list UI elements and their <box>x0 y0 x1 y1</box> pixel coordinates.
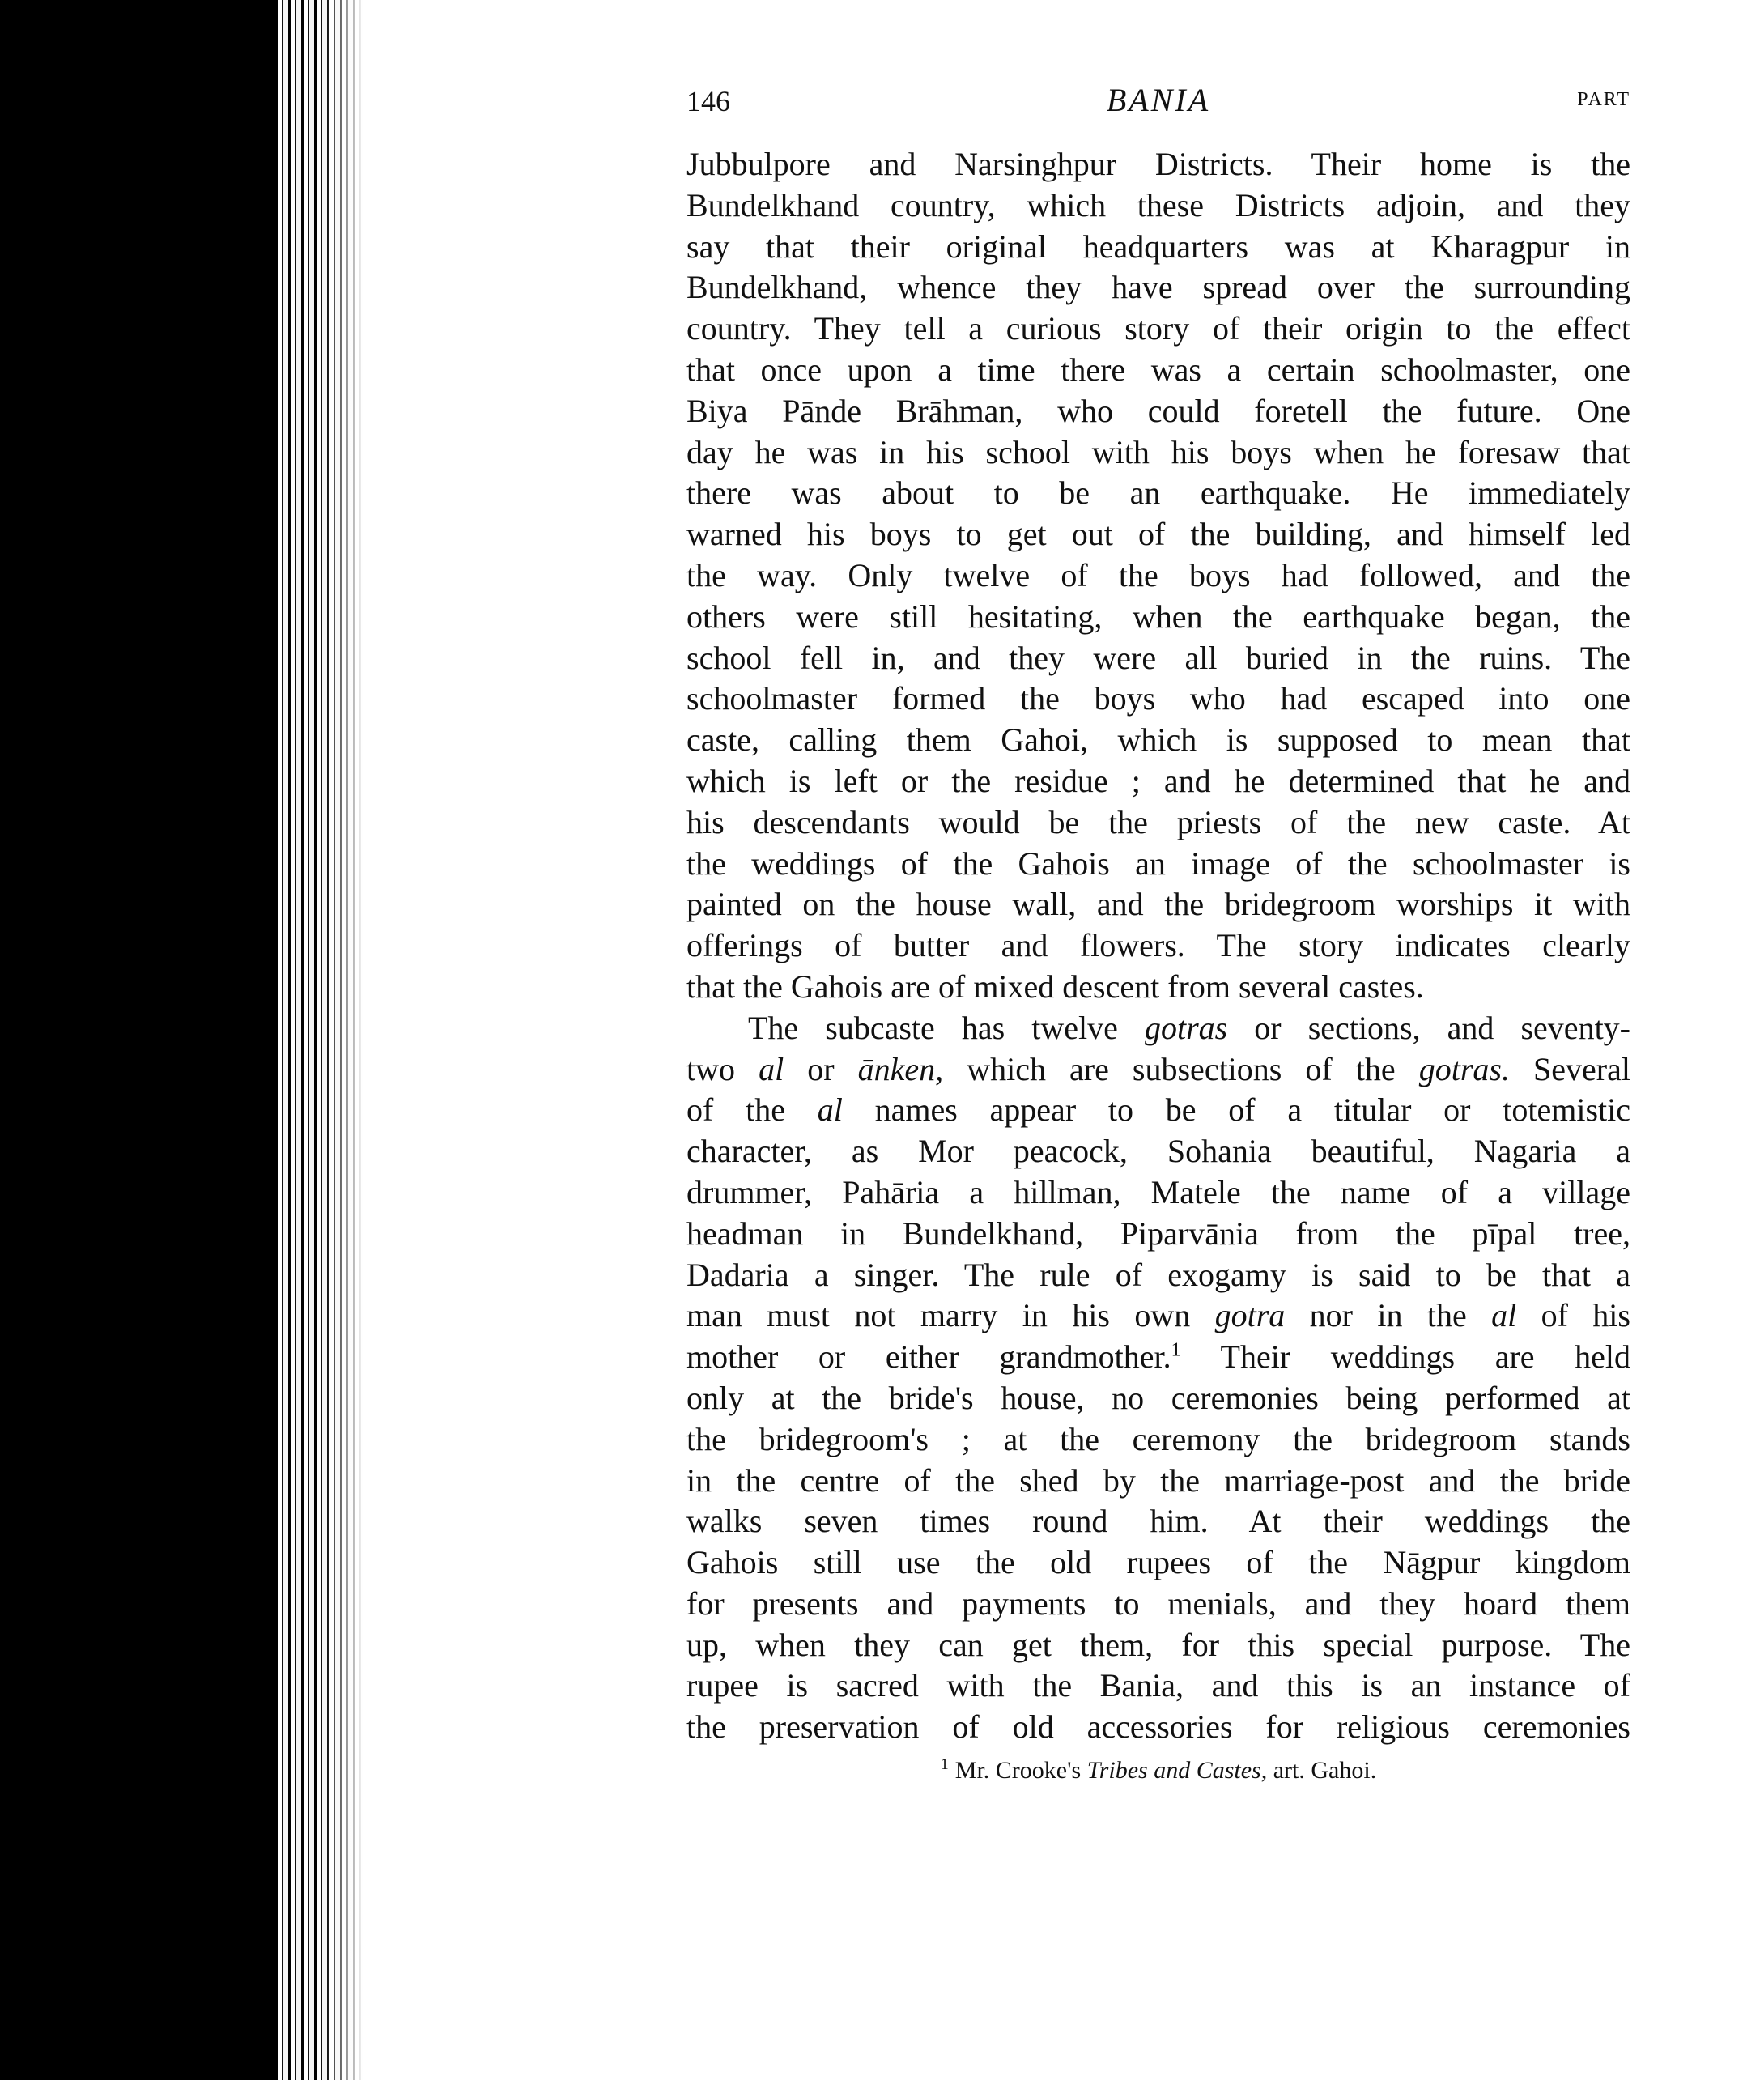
italic-term: al <box>759 1050 784 1087</box>
text-line: day he was in his school with his boys when he foresaw that <box>686 433 1630 470</box>
text-line: two al or ānken, which are subsections of the gotras. Several <box>686 1050 1630 1087</box>
part-label: PART <box>1577 89 1630 110</box>
text-line: Gahois still use the old rupees of the Nāgpur kingdom <box>686 1544 1630 1581</box>
text-line: say that their original headquarters was at Kharagpur in <box>686 228 1630 265</box>
text-line: Biya Pānde Brāhman, who could foretell the future. One <box>686 392 1630 429</box>
text-line: in the centre of the shed by the marriage-post and the bride <box>686 1461 1630 1499</box>
text-line: his descendants would be the priests of the new caste. At <box>686 803 1630 840</box>
text-line: only at the bride's house, no ceremonies being performed at <box>686 1379 1630 1416</box>
text-line: headman in Bundelkhand, Piparvānia from the pīpal tree, <box>686 1214 1630 1252</box>
paragraph <box>686 144 1630 1008</box>
italic-term: al <box>817 1091 843 1129</box>
footnote-marker: 1 <box>940 1755 949 1774</box>
book-spine-shadow <box>0 0 283 2080</box>
italic-term: gotras. <box>1418 1050 1510 1087</box>
body-text <box>686 144 1630 1748</box>
text-block <box>686 81 1630 1785</box>
text-line: the bridegroom's ; at the ceremony the bridegroom stands <box>686 1420 1630 1457</box>
text-line: Dadaria a singer. The rule of exogamy is said to be that a <box>686 1256 1630 1293</box>
text-line: country. They tell a curious story of their origin to the effect <box>686 310 1630 347</box>
italic-term: al <box>1491 1297 1517 1334</box>
footnote-text: Mr. Crooke's Tribes and Castes, art. Gahoi. <box>954 1757 1377 1784</box>
text-line: the preservation of old accessories for religious ceremonies <box>686 1708 1630 1746</box>
text-line: walks seven times round him. At their weddings the <box>686 1503 1630 1540</box>
running-head <box>686 81 1630 121</box>
text-line: warned his boys to get out of the building, and himself led <box>686 516 1630 553</box>
text-line: up, when they can get them, for this special purpose. The <box>686 1626 1630 1663</box>
text-line: that once upon a time there was a certain schoolmaster, one <box>686 351 1630 388</box>
page-number: 146 <box>686 85 730 117</box>
italic-term: ānken, <box>857 1050 944 1087</box>
text-line: character, as Mor peacock, Sohania beautiful, Nagaria a <box>686 1133 1630 1170</box>
text-line: rupee is sacred with the Bania, and this is an instance of <box>686 1667 1630 1704</box>
text-line: there was about to be an earthquake. He immediately <box>686 474 1630 512</box>
italic-term: gotra <box>1214 1297 1286 1334</box>
footnote <box>686 1756 1630 1785</box>
italic-term: Tribes and Castes, <box>1086 1757 1268 1784</box>
text-line: the weddings of the Gahois an image of the schoolmaster is <box>686 844 1630 882</box>
text-line: painted on the house wall, and the bridegroom worships it with <box>686 886 1630 923</box>
running-title: BANIA <box>1106 82 1211 118</box>
text-line: of the al names appear to be of a titular or totemistic <box>686 1091 1631 1129</box>
text-line: for presents and payments to menials, and they hoard them <box>686 1584 1630 1622</box>
text-line: the way. Only twelve of the boys had followed, and the <box>686 556 1630 593</box>
footnote-reference: 1 <box>1171 1339 1181 1361</box>
text-line: man must not marry in his own gotra nor in the al of his <box>686 1297 1630 1334</box>
text-line: offerings of butter and flowers. The story indicates clearly <box>686 927 1630 964</box>
text-line: The subcaste has twelve gotras or sections, and seventy- <box>748 1009 1630 1046</box>
text-line: Bundelkhand, whence they have spread over the surrounding <box>686 269 1630 306</box>
text-line: Bundelkhand country, which these Districts adjoin, and they <box>686 186 1630 223</box>
text-line: drummer, Pahāria a hillman, Matele the name of a village <box>686 1173 1630 1210</box>
paragraph <box>686 1008 1630 1748</box>
text-line: Jubbulpore and Narsinghpur Districts. Their home is the <box>686 146 1630 182</box>
italic-term: gotras <box>1144 1009 1228 1046</box>
text-line: others were still hesitating, when the earthquake began, the <box>686 598 1630 635</box>
text-line: school fell in, and they were all buried in the ruins. The <box>686 639 1630 676</box>
text-line: that the Gahois are of mixed descent from several castes. <box>686 968 1424 1005</box>
text-line: schoolmaster formed the boys who had escaped into one <box>686 680 1630 717</box>
page-edge-fade <box>324 0 364 2080</box>
text-line: mother or either grandmother.$^1$ Their weddings are held <box>686 1338 1631 1376</box>
text-line: caste, calling them Gahoi, which is supposed to mean that <box>686 721 1630 759</box>
text-line: which is left or the residue ; and he determined that he and <box>686 762 1630 799</box>
